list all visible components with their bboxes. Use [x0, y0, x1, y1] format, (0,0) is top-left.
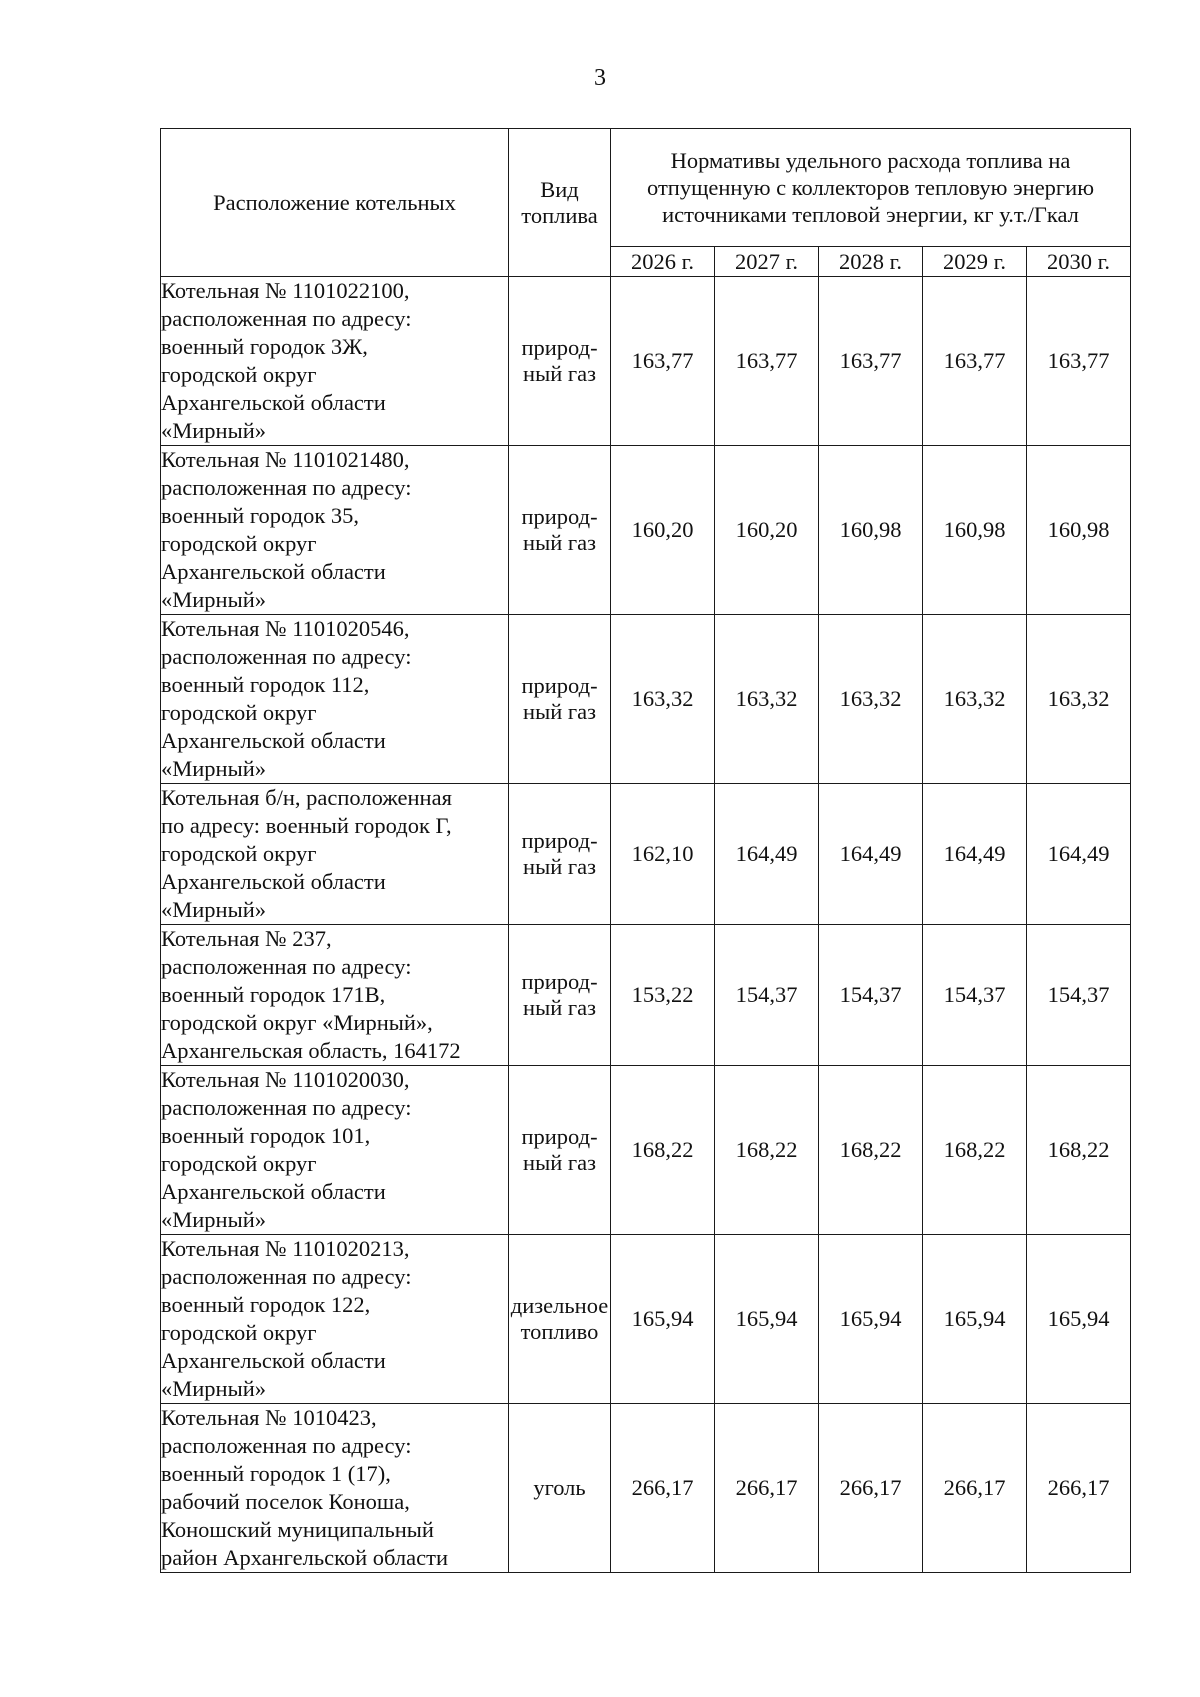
norm-value: 163,32: [819, 615, 923, 784]
boiler-location: Котельная № 1101022100, расположенная по адресу: военный городок 3Ж, городской округ Архангельской области «Мирный»: [161, 277, 509, 446]
norm-value: 154,37: [715, 925, 819, 1066]
table-row: [161, 1404, 1131, 1573]
boiler-location: Котельная б/н, расположенная по адресу: военный городок Г, городской округ Архангельской области «Мирный»: [161, 784, 509, 925]
fuel-type: природ- ный газ: [509, 925, 611, 1066]
table-row: [161, 1066, 1131, 1235]
norm-value: 163,77: [611, 277, 715, 446]
header-norms: Нормативы удельного расхода топлива на отпущенную с коллекторов тепловую энергию источниками тепловой энергии, кг у.т./Гкал: [611, 129, 1131, 247]
table-row: [161, 925, 1131, 1066]
fuel-type: природ- ный газ: [509, 615, 611, 784]
table-row: [161, 277, 1131, 446]
table-row: [161, 1235, 1131, 1404]
boiler-location: Котельная № 237, расположенная по адресу: военный городок 171В, городской округ «Мирный», Архангельская область, 164172: [161, 925, 509, 1066]
boiler-location: Котельная № 1101020213, расположенная по адресу: военный городок 122, городской округ Архангельской области «Мирный»: [161, 1235, 509, 1404]
norm-value: 168,22: [1027, 1066, 1131, 1235]
norm-value: 266,17: [611, 1404, 715, 1573]
norm-value: 163,77: [923, 277, 1027, 446]
table-row: [161, 446, 1131, 615]
header-year: 2027 г.: [715, 247, 819, 277]
norm-value: 266,17: [1027, 1404, 1131, 1573]
fuel-type: природ- ный газ: [509, 1066, 611, 1235]
norm-value: 163,77: [1027, 277, 1131, 446]
header-year: 2030 г.: [1027, 247, 1131, 277]
fuel-type: природ- ный газ: [509, 446, 611, 615]
norm-value: 153,22: [611, 925, 715, 1066]
norm-value: 154,37: [923, 925, 1027, 1066]
norm-value: 164,49: [819, 784, 923, 925]
norm-value: 165,94: [819, 1235, 923, 1404]
norm-value: 168,22: [923, 1066, 1027, 1235]
norm-value: 163,77: [819, 277, 923, 446]
fuel-norms-table: [160, 128, 1131, 1573]
header-year: 2026 г.: [611, 247, 715, 277]
norm-value: 165,94: [1027, 1235, 1131, 1404]
norm-value: 164,49: [1027, 784, 1131, 925]
norm-value: 160,20: [715, 446, 819, 615]
boiler-location: Котельная № 1101020546, расположенная по адресу: военный городок 112, городской округ Архангельской области «Мирный»: [161, 615, 509, 784]
norm-value: 266,17: [923, 1404, 1027, 1573]
header-location: Расположение котельных: [161, 129, 509, 277]
page-number: 3: [594, 65, 606, 91]
norm-value: 163,32: [611, 615, 715, 784]
norm-value: 266,17: [819, 1404, 923, 1573]
norm-value: 266,17: [715, 1404, 819, 1573]
norm-value: 164,49: [715, 784, 819, 925]
norm-value: 164,49: [923, 784, 1027, 925]
norm-value: 160,98: [819, 446, 923, 615]
norm-value: 165,94: [611, 1235, 715, 1404]
norm-value: 160,20: [611, 446, 715, 615]
norm-value: 168,22: [819, 1066, 923, 1235]
norm-value: 168,22: [715, 1066, 819, 1235]
fuel-type: уголь: [509, 1404, 611, 1573]
fuel-type: природ- ный газ: [509, 784, 611, 925]
table-row: [161, 615, 1131, 784]
table-row: [161, 784, 1131, 925]
boiler-location: Котельная № 1101021480, расположенная по адресу: военный городок 35, городской округ Архангельской области «Мирный»: [161, 446, 509, 615]
header-year: 2029 г.: [923, 247, 1027, 277]
norm-value: 163,32: [715, 615, 819, 784]
norm-value: 165,94: [923, 1235, 1027, 1404]
norm-value: 165,94: [715, 1235, 819, 1404]
norm-value: 154,37: [819, 925, 923, 1066]
norm-value: 160,98: [923, 446, 1027, 615]
norm-value: 163,77: [715, 277, 819, 446]
fuel-type: дизельное топливо: [509, 1235, 611, 1404]
header-year: 2028 г.: [819, 247, 923, 277]
norm-value: 163,32: [1027, 615, 1131, 784]
header-fuel-type: Вид топлива: [509, 129, 611, 277]
fuel-type: природ- ный газ: [509, 277, 611, 446]
boiler-location: Котельная № 1101020030, расположенная по адресу: военный городок 101, городской округ Архангельской области «Мирный»: [161, 1066, 509, 1235]
norm-value: 162,10: [611, 784, 715, 925]
norm-value: 168,22: [611, 1066, 715, 1235]
norm-value: 160,98: [1027, 446, 1131, 615]
norm-value: 154,37: [1027, 925, 1131, 1066]
norm-value: 163,32: [923, 615, 1027, 784]
boiler-location: Котельная № 1010423, расположенная по адресу: военный городок 1 (17), рабочий поселок Коноша, Коношский муниципальный район Архангельской области: [161, 1404, 509, 1573]
